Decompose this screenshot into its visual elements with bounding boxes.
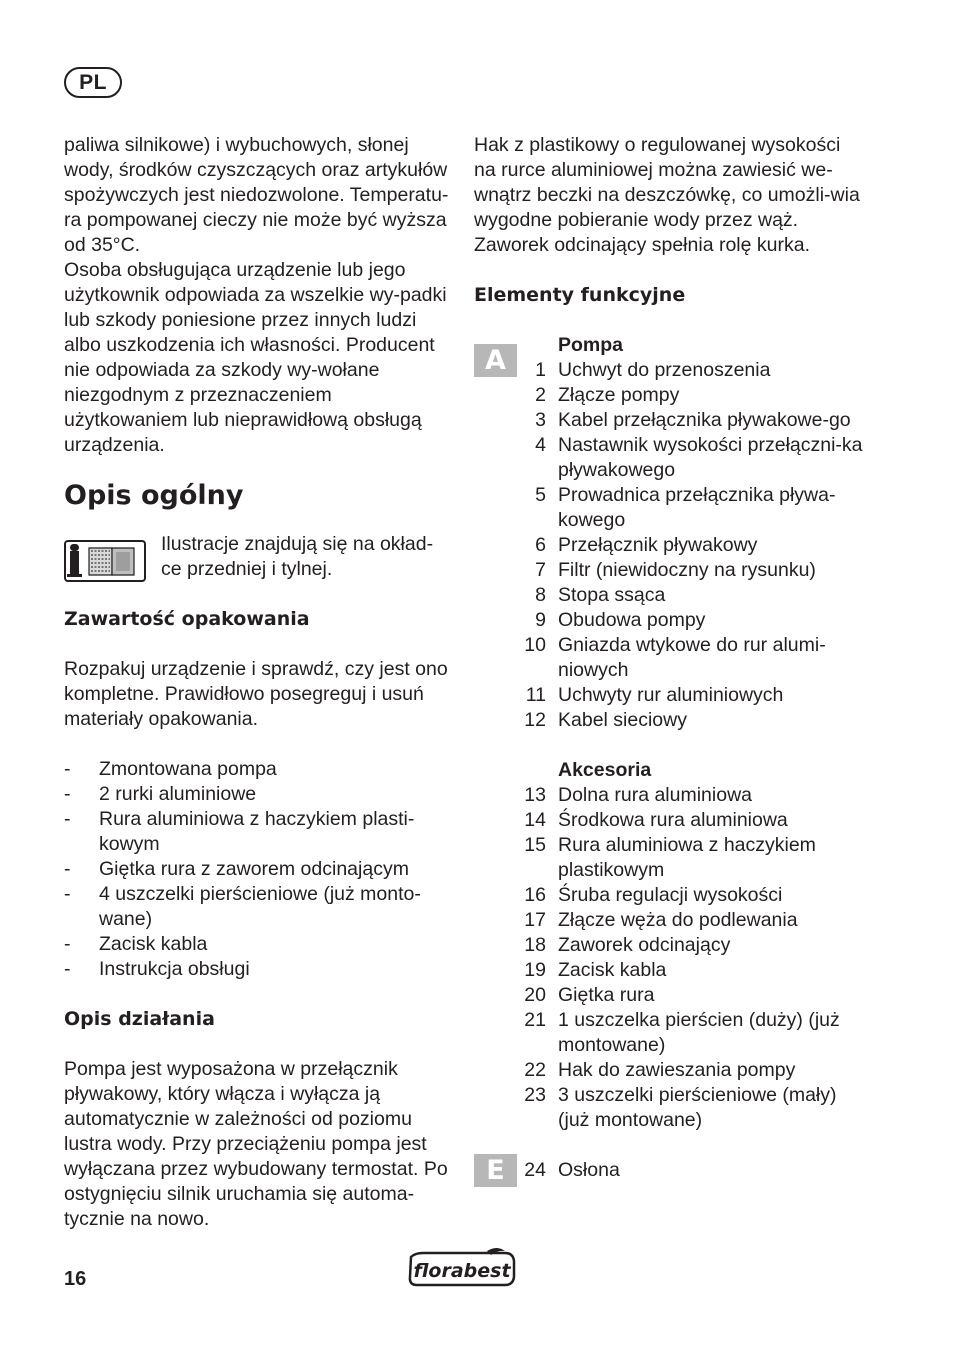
pump-section	[474, 333, 864, 733]
list-item: 22 Hak do zawieszania pompy	[524, 1059, 796, 1081]
list-item: - Instrukcja obsługi	[64, 957, 452, 982]
list-item: 23 3 uszczelki pierścieniowe (mały) (już montowane)	[524, 1084, 837, 1131]
list-item: - Zmontowana pompa	[64, 757, 452, 782]
info-note-text: Ilustracje znajdują się na okład-ce przedniej i tylnej.	[161, 533, 434, 580]
list-item: - Zacisk kabla	[64, 932, 452, 957]
functional-elements-heading: Elementy funkcyjne	[474, 284, 686, 306]
accessories-parts-list	[474, 783, 864, 1133]
info-note	[64, 532, 452, 582]
list-item: 16 Śruba regulacji wysokości	[524, 884, 783, 906]
list-item: 4 Nastawnik wysokości przełączni-ka pływakowego	[535, 434, 863, 481]
list-item: - Rura aluminiowa z haczykiem plasti-kowym	[64, 807, 452, 857]
florabest-logo	[405, 1247, 519, 1289]
list-item: 17 Złącze węża do podlewania	[524, 909, 798, 931]
operation-heading: Opis działania	[64, 1008, 215, 1030]
list-item: - Giętka rura z zaworem odcinającym	[64, 857, 452, 882]
list-item: - 4 uszczelki pierścieniowe (już monto-wane)	[64, 882, 452, 932]
package-contents-list	[64, 757, 452, 982]
figure-marker-a: A	[474, 344, 517, 377]
svg-text:florabest: florabest	[413, 1260, 511, 1282]
list-item: 24 Osłona	[524, 1159, 620, 1181]
accessories-subheading: Akcesoria	[558, 759, 652, 781]
general-description-heading: Opis ogólny	[64, 480, 244, 511]
list-item: 6 Przełącznik pływakowy	[535, 534, 758, 556]
list-item: 3 Kabel przełącznika pływakowe-go	[535, 409, 851, 431]
operation-paragraph: Pompa jest wyposażona w przełącznik pływakowy, który włącza i wyłącza ją automatycznie w zależności od poziomu lustra wody. Przy przeciążeniu pompa jest wyłączana przez wybudowany termostat. Po ostygnięciu silnik uruchamia się automa-tycznie na nowo.	[64, 1058, 448, 1230]
list-item: 9 Obudowa pompy	[535, 609, 706, 631]
package-contents-paragraph: Rozpakuj urządzenie i sprawdź, czy jest ono kompletne. Prawidłowo posegreguj i usuń materiały opakowania.	[64, 658, 448, 730]
cover-parts-list	[474, 1158, 864, 1183]
list-item: - 2 rurki aluminiowe	[64, 782, 452, 807]
list-item: 1 Uchwyt do przenoszenia	[535, 359, 771, 381]
list-item: 15 Rura aluminiowa z haczykiem plastikowym	[524, 834, 816, 881]
list-item: 13 Dolna rura aluminiowa	[524, 784, 753, 806]
list-item: 18 Zaworek odcinający	[524, 934, 731, 956]
hook-paragraph: Hak z plastikowy o regulowanej wysokości na rurce aluminiowej można zawiesić we-wnątrz beczki na deszczówkę, co umożli-wia wygodne pobieranie wody przez wąż. Zaworek odcinający spełnia rolę kurka.	[474, 134, 860, 256]
package-contents-heading: Zawartość opakowania	[64, 608, 310, 630]
pump-subheading: Pompa	[558, 334, 624, 356]
list-item: 5 Prowadnica przełącznika pływa-kowego	[535, 484, 836, 531]
list-item: 11 Uchwyty rur aluminiowych	[525, 684, 784, 706]
left-column	[64, 133, 452, 1232]
list-item: 2 Złącze pompy	[535, 384, 680, 406]
list-item: 19 Zacisk kabla	[524, 959, 667, 981]
list-item: 10 Gniazda wtykowe do rur alumi-niowych	[524, 634, 826, 681]
intro-paragraph: paliwa silnikowe) i wybuchowych, słonej wody, środków czyszczących oraz artykułów spożywczych jest niedozwolone. Temperatu-ra pompowanej cieczy nie może być wyższa od 35°C.	[64, 134, 449, 256]
cover-section	[474, 1155, 864, 1186]
page-number: 16	[64, 1268, 87, 1290]
pump-parts-list	[474, 358, 864, 733]
language-badge: PL	[64, 67, 122, 98]
list-item: 21 1 uszczelka pierścien (duży) (już montowane)	[524, 1009, 840, 1056]
figure-marker-e: E	[474, 1154, 517, 1187]
responsibility-paragraph: Osoba obsługująca urządzenie lub jego użytkownik odpowiada za wszelkie wy-padki lub szkody poniesione przez innych ludzi albo uszkodzenia ich własności. Producent nie odpowiada za szkody wy-wołane niezgodnym z przeznaczeniem użytkowaniem lub nieprawidłową obsługą urządzenia.	[64, 259, 447, 456]
list-item: 14 Środkowa rura aluminiowa	[524, 809, 788, 831]
accessories-section	[474, 758, 864, 1133]
list-item: 8 Stopa ssąca	[535, 584, 666, 606]
list-item: 20 Giętka rura	[524, 984, 655, 1006]
list-item: 7 Filtr (niewidoczny na rysunku)	[535, 559, 816, 581]
right-column	[474, 133, 864, 1186]
info-book-icon	[64, 540, 146, 582]
list-item: 12 Kabel sieciowy	[524, 709, 687, 731]
